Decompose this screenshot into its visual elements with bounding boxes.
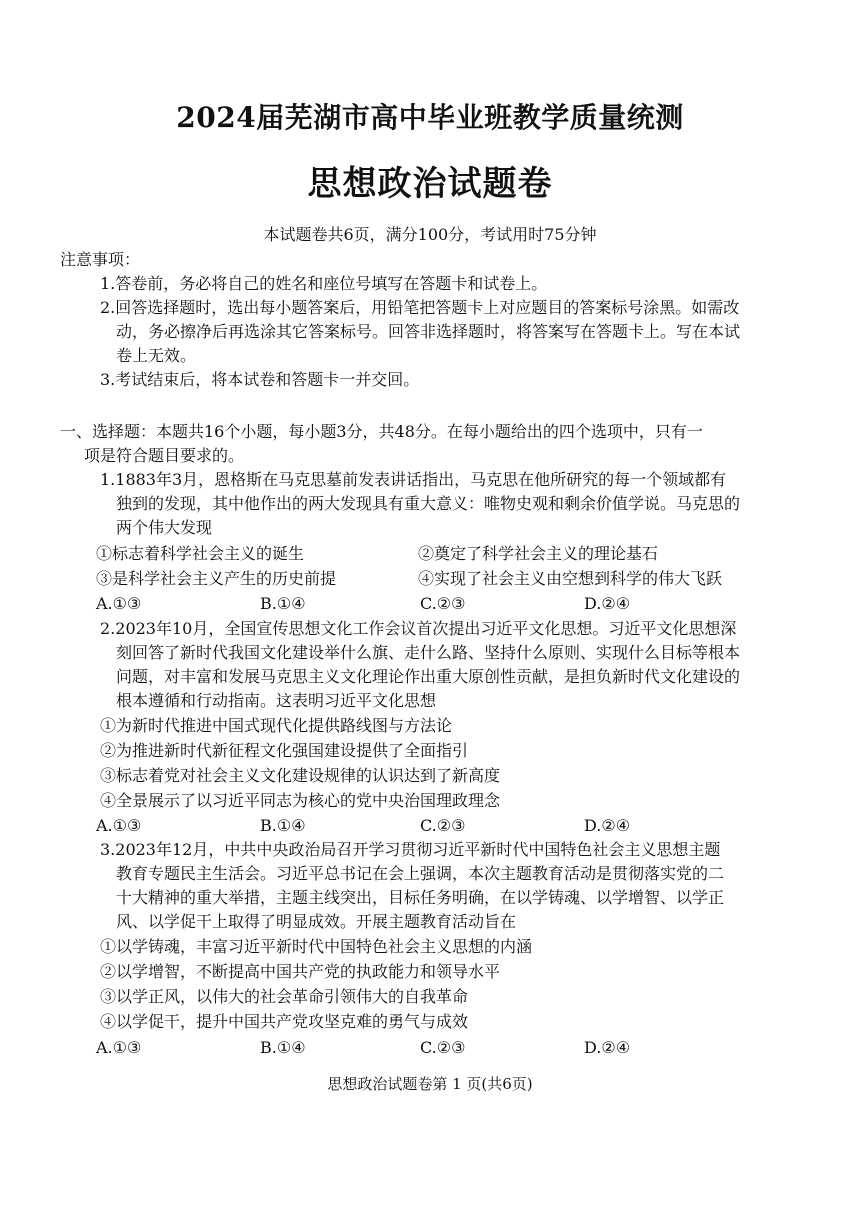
question-3-option-c[interactable]: C.②③ [420,1038,466,1057]
note-item-2-cont: 卷上无效。 [116,346,197,365]
question-1-statement: ④实现了社会主义由空想到科学的伟大飞跃 [418,569,723,588]
question-2-statement: ②为推进新时代新征程文化强国建设提供了全面指引 [100,741,469,760]
question-2-stem: 根本遵循和行动指南。这表明习近平文化思想 [116,691,437,710]
question-2-option-c[interactable]: C.②③ [420,816,466,835]
question-3-stem: 3.2023年12月，中共中央政治局召开学习贯彻习近平新时代中国特色社会主义思想主题 [100,840,721,859]
question-2-statement: ④全景展示了以习近平同志为核心的党中央治国理政理念 [100,791,501,810]
note-item-1: 1.答卷前，务必将自己的姓名和座位号填写在答题卡和试卷上。 [100,274,548,293]
exam-info: 本试题卷共6页，满分100分，考试用时75分钟 [263,225,597,244]
note-item-3: 3.考试结束后，将本试卷和答题卡一并交回。 [100,370,420,389]
question-1-option-c[interactable]: C.②③ [420,594,466,613]
question-2-stem: 问题，对丰富和发展马克思主义文化理论作出重大原创性贡献，是担负新时代文化建设的 [116,667,741,686]
section-heading-cont: 项是符合题目要求的。 [84,446,245,465]
question-3-stem: 十大精神的重大举措，主题主线突出，目标任务明确，在以学铸魂、以学增智、以学正 [116,888,725,907]
question-3-option-d[interactable]: D.②④ [584,1038,631,1057]
question-3-statement: ③以学正风，以伟大的社会革命引领伟大的自我革命 [100,987,469,1006]
question-2-stem: 2.2023年10月，全国宣传思想文化工作会议首次提出习近平文化思想。习近平文化思想深 [100,619,737,638]
question-2-statement: ③标志着党对社会主义文化建设规律的认识达到了新高度 [100,766,501,785]
question-3-statement: ②以学增智，不断提高中国共产党的执政能力和领导水平 [100,962,501,981]
question-1-stem: 独到的发现，其中他作出的两大发现具有重大意义：唯物史观和剩余价值学说。马克思的 [116,494,741,513]
notes-heading: 注意事项： [60,250,141,269]
question-3-option-a[interactable]: A.①③ [96,1038,142,1057]
question-1-statement: ②奠定了科学社会主义的理论基石 [418,544,659,563]
question-2-stem: 刻回答了新时代我国文化建设举什么旗、走什么路、坚持什么原则、实现什么目标等根本 [116,643,741,662]
question-2-option-a[interactable]: A.①③ [96,816,142,835]
question-1-option-a[interactable]: A.①③ [96,594,142,613]
question-2-option-b[interactable]: B.①④ [260,816,306,835]
page-footer: 思想政治试题卷第 1 页(共6页) [327,1075,533,1093]
note-item-2: 2.回答选择题时，选出每小题答案后，用铅笔把答题卡上对应题目的答案标号涂黑。如需改 [100,298,740,317]
question-1-statement: ①标志着科学社会主义的诞生 [96,544,305,563]
question-3-statement: ④以学促干，提升中国共产党攻坚克难的勇气与成效 [100,1012,469,1031]
subject-title: 思想政治试题卷 [307,164,553,204]
section-heading: 一、选择题：本题共16个小题，每小题3分，共48分。在每小题给出的四个选项中，只有一 [60,422,703,441]
question-1-statement: ③是科学社会主义产生的历史前提 [96,569,337,588]
question-3-statement: ①以学铸魂，丰富习近平新时代中国特色社会主义思想的内涵 [100,937,533,956]
question-1-stem: 两个伟大发现 [116,518,213,537]
question-1-option-d[interactable]: D.②④ [584,594,631,613]
question-2-option-d[interactable]: D.②④ [584,816,631,835]
question-1-option-b[interactable]: B.①④ [260,594,306,613]
question-2-statement: ①为新时代推进中国式现代化提供路线图与方法论 [100,716,453,735]
question-3-stem: 风、以学促干上取得了明显成效。开展主题教育活动旨在 [116,912,517,931]
question-1-stem: 1.1883年3月，恩格斯在马克思墓前发表讲话指出，马克思在他所研究的每一个领域都有 [100,470,727,489]
question-3-stem: 教育专题民主生活会。习近平总书记在会上强调，本次主题教育活动是贯彻落实党的二 [116,864,725,883]
question-3-option-b[interactable]: B.①④ [260,1038,306,1057]
exam-title: 2024届芜湖市高中毕业班教学质量统测 [176,101,684,134]
note-item-2-cont: 动，务必擦净后再选涂其它答案标号。回答非选择题时，将答案写在答题卡上。写在本试 [116,322,741,341]
